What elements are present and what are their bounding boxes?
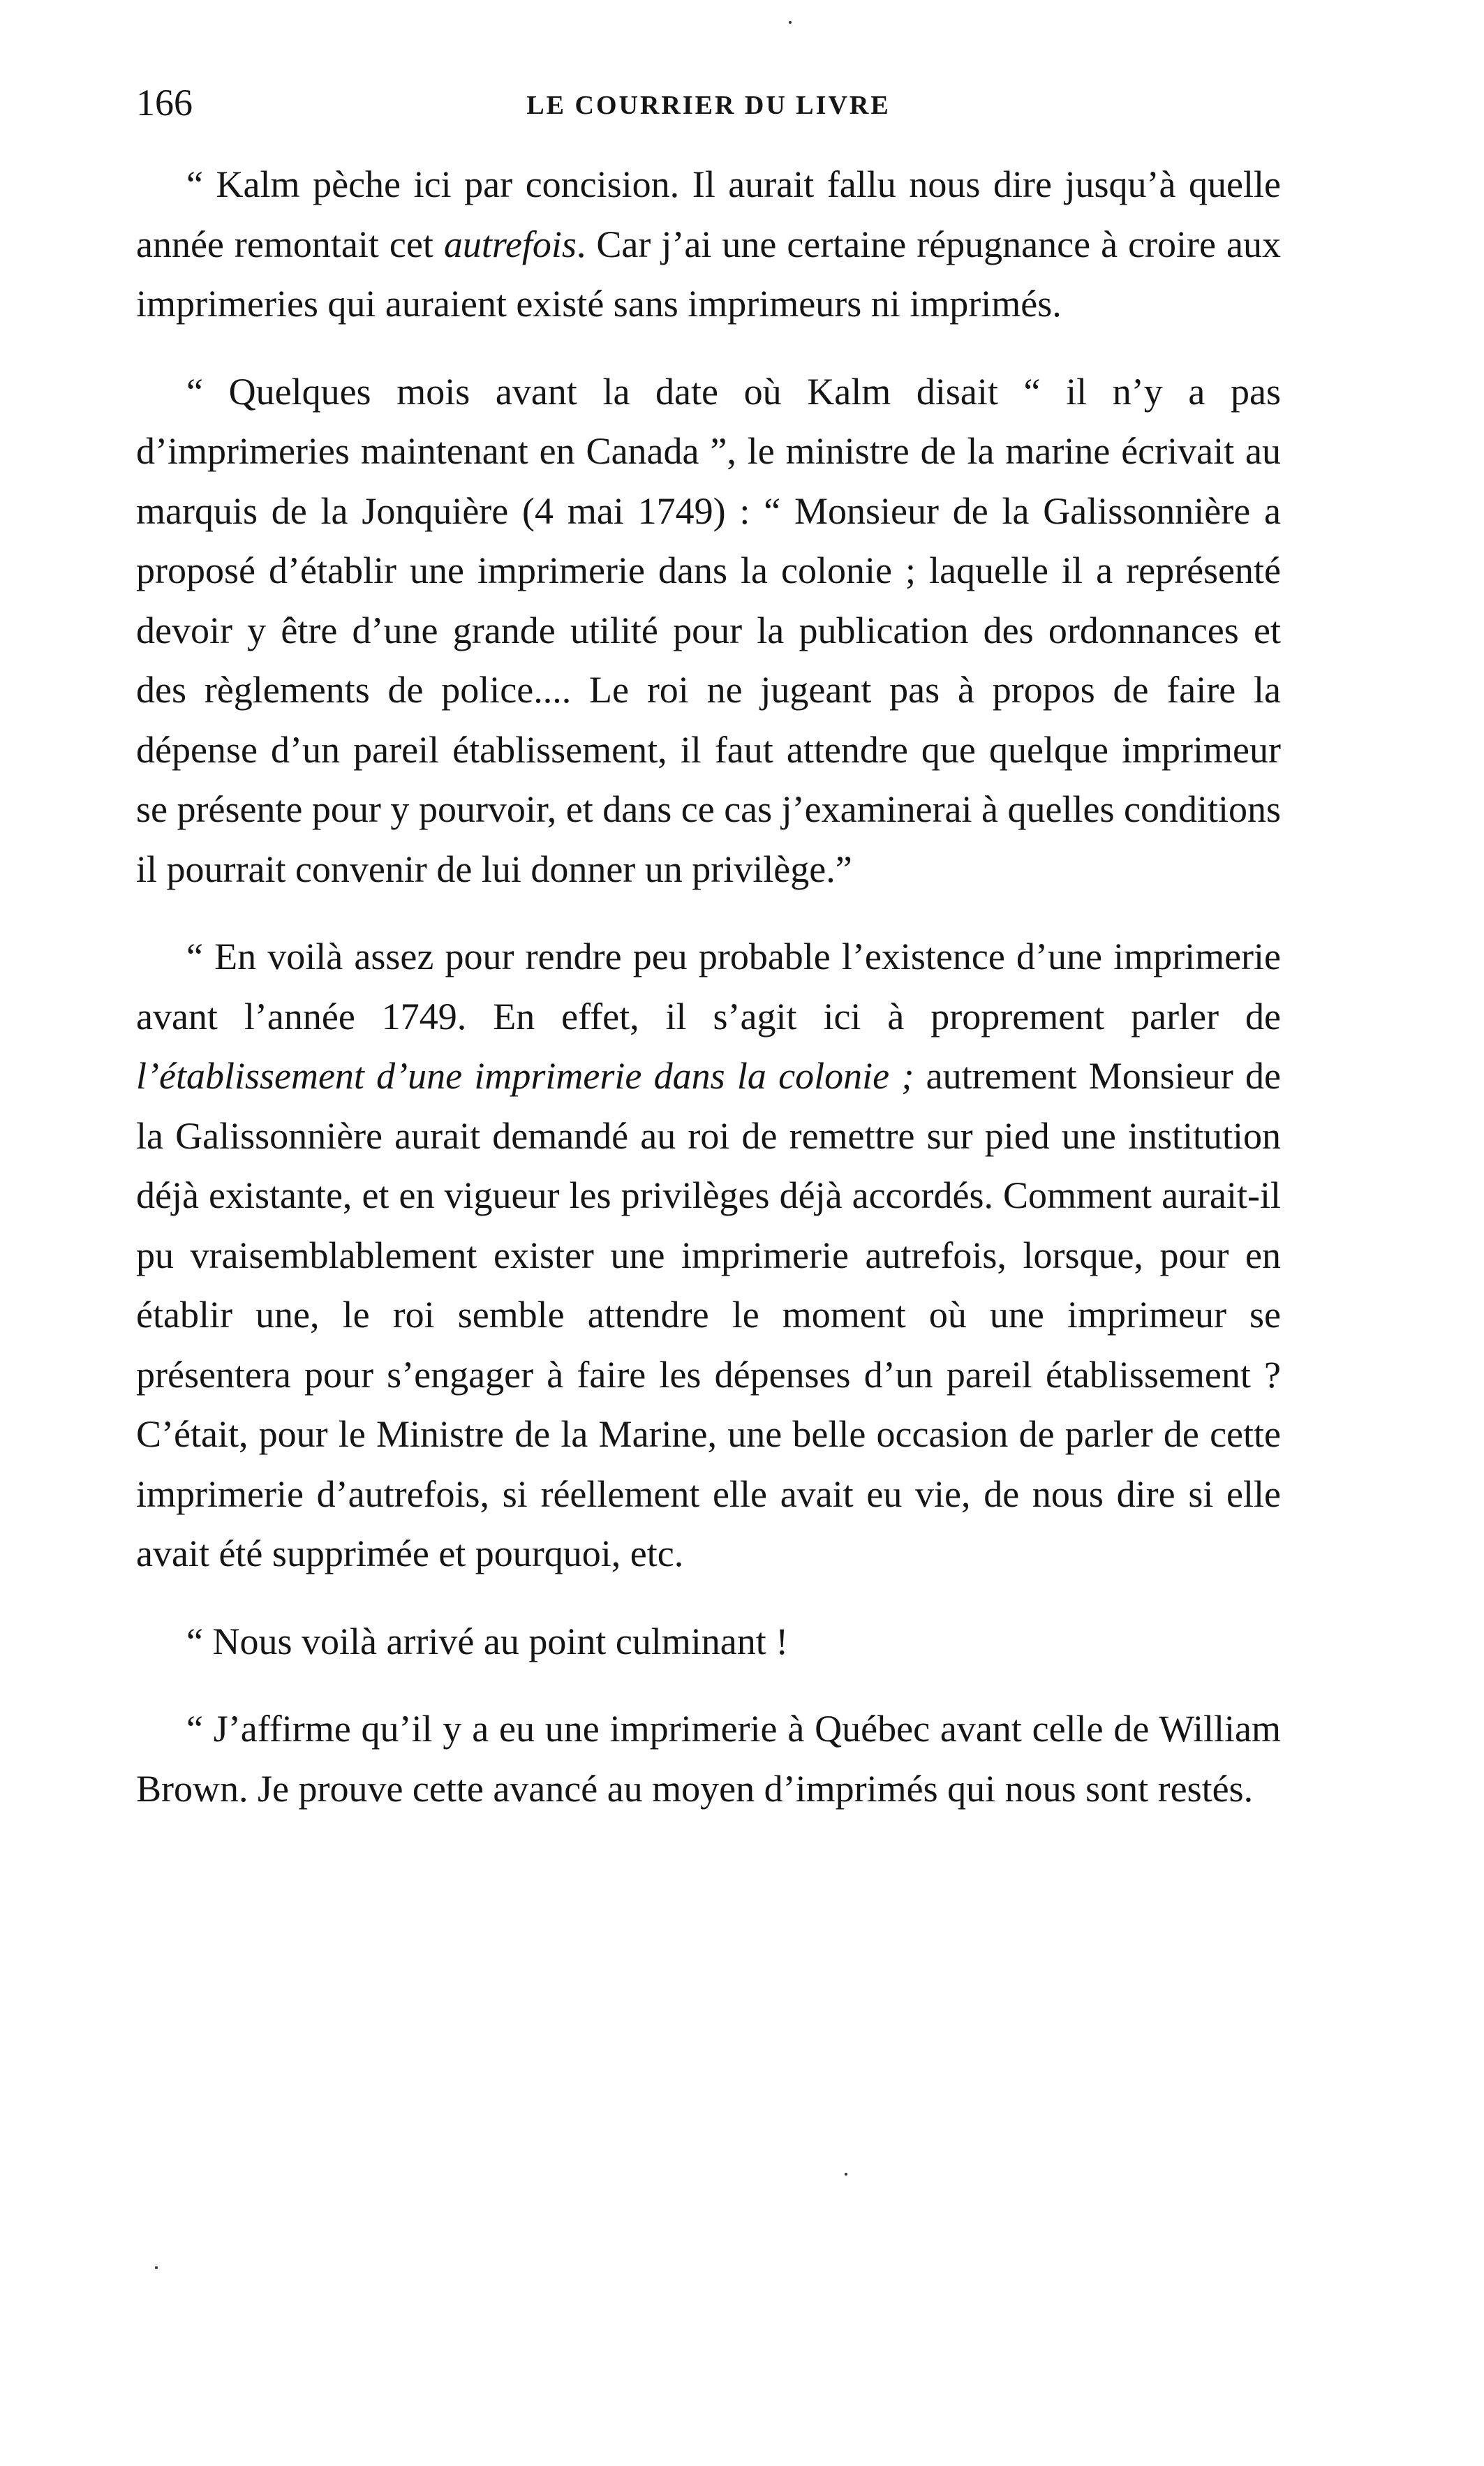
page-number: 166 <box>136 82 193 124</box>
scan-speck <box>789 21 792 24</box>
scan-speck <box>845 2173 847 2176</box>
italic-phrase: l’établissement d’une imprimerie dans la colonie ; <box>136 1055 914 1097</box>
paragraph-ministre-marine: “ Quelques mois avant la date où Kalm disait “ il n’y a pas d’imprimeries maintenant en Canada ”, le ministre de la marine écrivait au marquis de la Jonquière (4 mai 1749) : “ Monsieur de la Galissonnière a proposé d’établir une imprimerie dans la colonie ; laquelle il a représenté devoir y être d’une grande utilité pour la publication des ordonnances et des règlements de police.... Le roi ne jugeant pas à propos de faire la dépense d’un pareil établissement, il faut attendre que quelque imprimeur se présente pour y pourvoir, et dans ce cas j’examinerai à quelles conditions il pourrait convenir de lui donner un privilège.” <box>136 370 1281 890</box>
italic-word: autrefois <box>443 223 577 265</box>
paragraph-kalm-concision: “ Kalm pèche ici par concision. Il aurait fallu nous dire jusqu’à quelle année remontait cet autrefois. Car j’ai une certaine répugnance à croire aux imprimeries qui auraient existé sans imprimeurs ni imprimés. <box>136 163 1281 325</box>
paragraph-point-culminant: “ Nous voilà arrivé au point culminant ! <box>186 1620 789 1662</box>
paragraph-affirmation: “ J’affirme qu’il y a eu une imprimerie à Québec avant celle de William Brown. Je prouve cette avancé au moyen d’imprimés qui nous sont restés. <box>136 1708 1281 1810</box>
running-title: LE COURRIER DU LIVRE <box>526 91 891 120</box>
scan-speck <box>155 2266 158 2269</box>
body-text <box>136 155 1281 1847</box>
paragraph-etablissement: “ En voilà assez pour rendre peu probable l’existence d’une imprimerie avant l’année 1749. En effet, il s’agit ici à proprement parler de l’établissement d’une imprimerie dans la colonie ; autrement Monsieur de la Galissonnière aurait demandé au roi de remettre sur pied une institution déjà existante, et en vigueur les privilèges déjà accordés. Comment aurait-il pu vraisemblablement exister une imprimerie autrefois, lorsque, pour en établir une, le roi semble attendre le moment où une imprimeur se présentera pour s’engager à faire les dépenses d’un pareil établissement ? C’était, pour le Ministre de la Marine, une belle occasion de parler de cette imprimerie d’autrefois, si réellement elle avait eu vie, de nous dire si elle avait été supprimée et pourquoi, etc. <box>136 936 1281 1574</box>
page-header <box>136 78 1281 127</box>
